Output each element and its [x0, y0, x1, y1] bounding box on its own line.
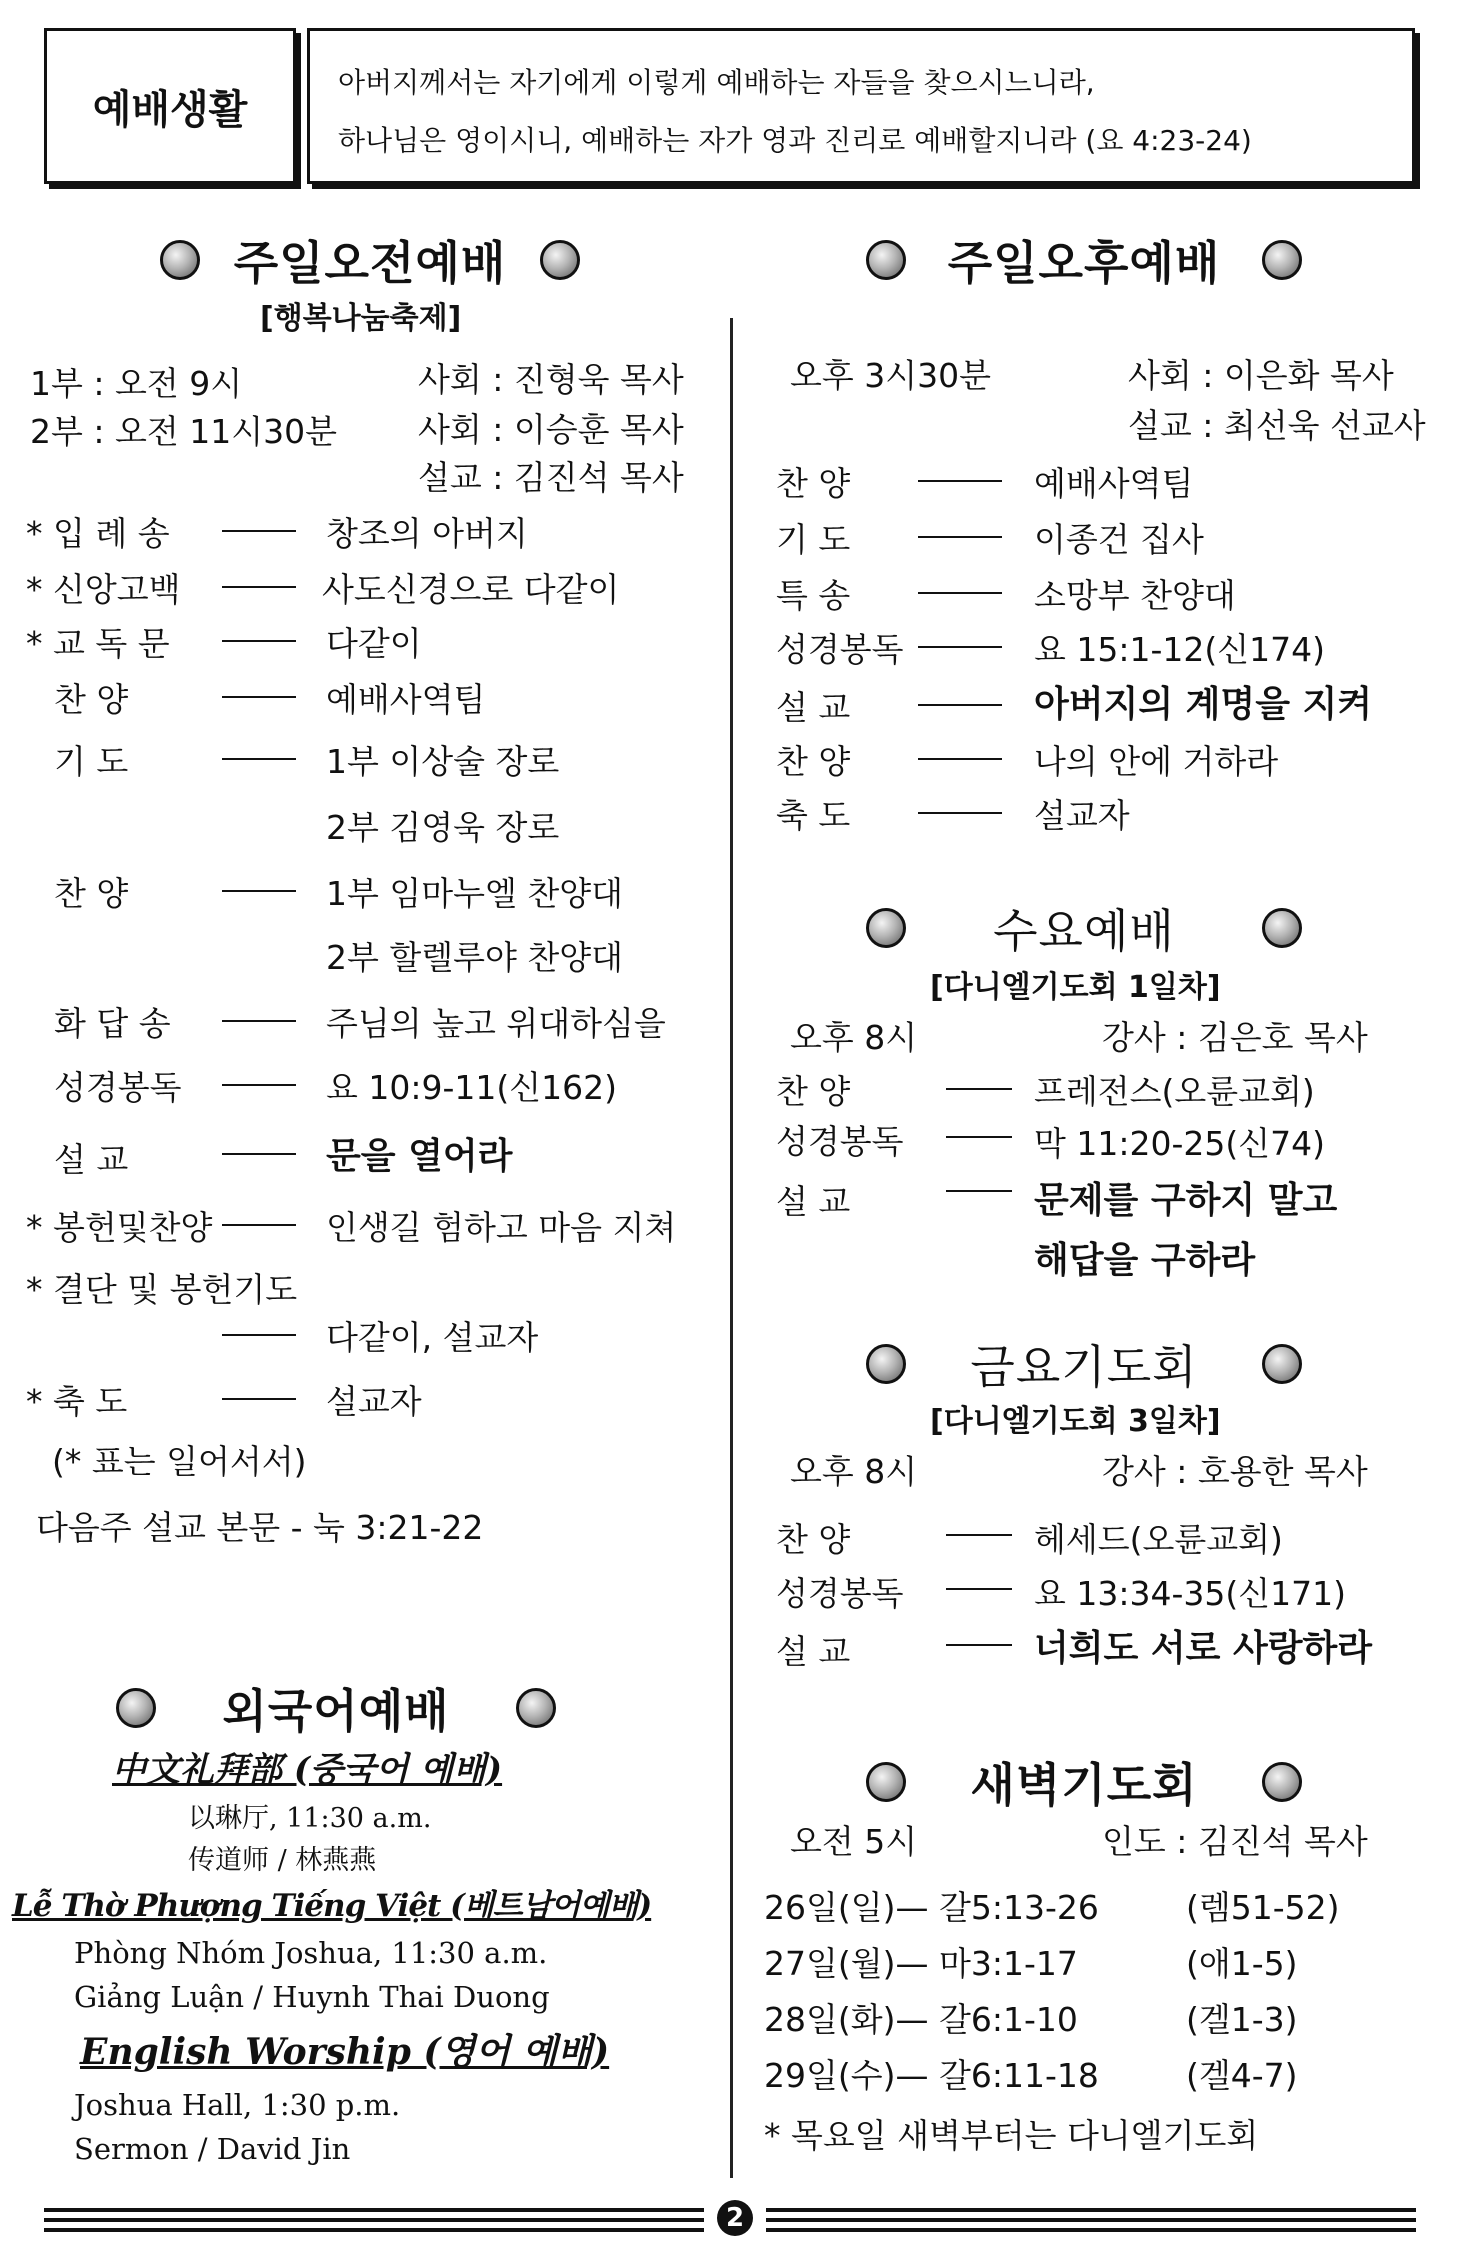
am-item-value: 요 10:9-11(신162) — [326, 1068, 617, 1107]
pm-item-value: 소망부 찬양대 — [1034, 576, 1236, 615]
chinese-line-2: 传道师 / 林燕燕 — [188, 1845, 377, 1876]
am-item-value: 인생길 험하고 마음 지쳐 — [326, 1208, 677, 1247]
dawn-leader: 인도 : 김진석 목사 — [1102, 1822, 1368, 1861]
chinese-line-1: 以琳厅, 11:30 a.m. — [188, 1803, 432, 1834]
dash-line — [918, 536, 1002, 538]
dash-line — [222, 1398, 296, 1400]
dash-line — [946, 1088, 1012, 1090]
verse-line-1: 아버지께서는 자기에게 이렇게 예배하는 자들을 찾으시느니라, — [338, 66, 1095, 99]
bullet-ball-icon — [540, 240, 580, 280]
am-item-value: 창조의 아버지 — [326, 514, 528, 553]
footer-rule-left — [44, 2208, 704, 2212]
am-item-label: * 축 도 — [26, 1382, 128, 1421]
column-divider — [730, 318, 733, 2178]
wed-sermon-title: 문제를 구하지 말고 — [1034, 1180, 1338, 1221]
pm-sermon-title: 아버지의 계명을 지켜 — [1034, 684, 1373, 725]
bullet-ball-icon — [1262, 1762, 1302, 1802]
fri-item-value: 요 13:34-35(신171) — [1034, 1574, 1346, 1613]
dawn-row-ref: (겔4-7) — [1186, 2056, 1298, 2095]
am-item-value: 다같이 — [326, 624, 422, 663]
sunday-am-title-row — [160, 230, 580, 290]
bullet-ball-icon — [866, 1762, 906, 1802]
bullet-ball-icon — [866, 240, 906, 280]
header-verse-box — [307, 28, 1415, 184]
pm-item-value: 예배사역팀 — [1034, 464, 1194, 503]
footer-rule-right — [766, 2228, 1416, 2232]
dawn-title-row — [866, 1752, 1302, 1812]
footer-rule-left — [44, 2218, 704, 2222]
fri-item-label: 설 교 — [776, 1632, 851, 1671]
dash-line — [918, 480, 1002, 482]
wed-item-label: 찬 양 — [776, 1072, 851, 1111]
am-item-label: 기 도 — [54, 742, 129, 781]
english-line-2: Sermon / David Jin — [74, 2132, 351, 2166]
dawn-row-day: 28일(화)— 갈6:1-10 — [764, 2000, 1078, 2039]
am-item-label: 찬 양 — [54, 680, 129, 719]
bullet-ball-icon — [516, 1688, 556, 1728]
sunday-am-title: 주일오전예배 — [233, 236, 507, 290]
dawn-time: 오전 5시 — [790, 1822, 918, 1861]
dash-line — [222, 1084, 296, 1086]
dawn-row-ref: (겔1-3) — [1186, 2000, 1298, 2039]
next-sermon: 다음주 설교 본문 - 눅 3:21-22 — [36, 1508, 484, 1547]
foreign-title-row — [116, 1678, 556, 1738]
dash-line — [946, 1588, 1012, 1590]
wednesday-title: 수요예배 — [993, 904, 1175, 958]
viet-line-1: Phòng Nhóm Joshua, 11:30 a.m. — [74, 1936, 548, 1970]
bullet-ball-icon — [1262, 1344, 1302, 1384]
part1-host: 사회 : 진형욱 목사 — [418, 360, 684, 399]
am-item-label: * 결단 및 봉헌기도 — [26, 1270, 298, 1309]
viet-line-2: Giảng Luận / Huynh Thai Duong — [74, 1980, 550, 2014]
dawn-row-day: 26일(일)— 갈5:13-26 — [764, 1888, 1099, 1927]
fri-sermon-title: 너희도 서로 사랑하라 — [1034, 1628, 1373, 1669]
english-worship-title: English Worship (영어 예배) — [80, 2031, 610, 2073]
am-item-label: * 교 독 문 — [26, 624, 170, 663]
am-item-label: * 입 례 송 — [26, 514, 170, 553]
am-item-label: 찬 양 — [54, 874, 129, 913]
pm-item-value: 설교자 — [1034, 796, 1130, 835]
dash-line — [918, 704, 1002, 706]
dawn-row-day: 29일(수)— 갈6:11-18 — [764, 2056, 1099, 2095]
am-item-label: * 봉헌및찬양 — [26, 1208, 213, 1247]
english-line-1: Joshua Hall, 1:30 p.m. — [74, 2088, 401, 2122]
footer-rule-right — [766, 2218, 1416, 2222]
footer-rule-right — [766, 2208, 1416, 2212]
am-preacher: 설교 : 김진석 목사 — [418, 458, 684, 497]
dash-line — [222, 890, 296, 892]
am-item-value: 예배사역팀 — [326, 680, 486, 719]
wed-item-value: 막 11:20-25(신74) — [1034, 1124, 1325, 1163]
fri-item-label: 성경봉독 — [776, 1574, 904, 1613]
wed-item-label: 설 교 — [776, 1182, 851, 1221]
dash-line — [918, 812, 1002, 814]
sunday-pm-title-row — [866, 230, 1302, 290]
am-sermon-title: 문을 열어라 — [326, 1136, 513, 1177]
friday-time: 오후 8시 — [790, 1452, 918, 1491]
dawn-row-ref: (애1-5) — [1186, 1944, 1298, 1983]
chinese-worship-title: 中文礼拜部 (중국어 예배) — [112, 1750, 503, 1790]
dawn-row-day: 27일(월)— 마3:1-17 — [764, 1944, 1078, 1983]
wednesday-time: 오후 8시 — [790, 1018, 918, 1057]
verse-line-2: 하나님은 영이시니, 예배하는 자가 영과 진리로 예배할지니라 (요 4:23-24) — [338, 124, 1252, 157]
dash-line — [222, 1020, 296, 1022]
dash-line — [222, 758, 296, 760]
pm-time: 오후 3시30분 — [790, 356, 991, 395]
page-number: 2 — [717, 2200, 753, 2236]
sunday-am-subtitle: [행복나눔축제] — [260, 301, 462, 336]
am-item-value: 주님의 높고 위대하심을 — [326, 1004, 666, 1043]
wed-sermon-title-2: 해답을 구하라 — [1034, 1240, 1256, 1281]
pm-preacher: 설교 : 최선욱 선교사 — [1128, 406, 1426, 445]
am-item-label: 화 답 송 — [54, 1004, 171, 1043]
am-item-value: 설교자 — [326, 1382, 422, 1421]
dash-line — [946, 1190, 1012, 1192]
pm-item-label: 특 송 — [776, 576, 851, 615]
fri-item-value: 헤세드(오륜교회) — [1034, 1520, 1283, 1559]
am-item-value: 사도신경으로 다같이 — [322, 570, 620, 609]
bullet-ball-icon — [160, 240, 200, 280]
dash-line — [946, 1644, 1012, 1646]
pm-item-label: 찬 양 — [776, 742, 851, 781]
pm-item-value: 이종건 집사 — [1034, 520, 1204, 559]
am-item-value: 다같이, 설교자 — [326, 1318, 539, 1357]
am-item-label: 성경봉독 — [54, 1068, 182, 1107]
part2-host: 사회 : 이승훈 목사 — [418, 410, 684, 449]
dash-line — [222, 586, 296, 588]
dash-line — [222, 640, 296, 642]
dash-line — [222, 1153, 296, 1155]
bullet-ball-icon — [1262, 240, 1302, 280]
dash-line — [918, 592, 1002, 594]
dash-line — [222, 1334, 296, 1336]
dash-line — [918, 758, 1002, 760]
foreign-title: 외국어예배 — [222, 1684, 450, 1738]
dawn-title: 새벽기도회 — [970, 1758, 1198, 1812]
am-item-value-2: 2부 김영욱 장로 — [326, 808, 560, 847]
am-item-value: 1부 임마누엘 찬양대 — [326, 874, 623, 913]
am-item-value-2: 2부 할렐루야 찬양대 — [326, 938, 623, 977]
header-label: 예배생활 — [92, 86, 248, 133]
pm-item-label: 설 교 — [776, 688, 851, 727]
pm-item-label: 찬 양 — [776, 464, 851, 503]
part2-time: 2부 : 오전 11시30분 — [30, 412, 337, 451]
sunday-pm-title: 주일오후예배 — [947, 236, 1221, 290]
bullet-ball-icon — [866, 908, 906, 948]
friday-speaker: 강사 : 호용한 목사 — [1102, 1452, 1368, 1491]
wednesday-title-row — [866, 898, 1302, 958]
standing-note: (* 표는 일어서서) — [52, 1442, 307, 1481]
footer-rule-left — [44, 2228, 704, 2232]
bullet-ball-icon — [866, 1344, 906, 1384]
dash-line — [222, 696, 296, 698]
am-item-label: * 신앙고백 — [26, 570, 181, 609]
wed-item-label: 성경봉독 — [776, 1122, 904, 1161]
am-item-label: 설 교 — [54, 1140, 129, 1179]
pm-item-label: 기 도 — [776, 520, 851, 559]
viet-worship-title: Lễ Thờ Phượng Tiếng Việt (베트남어예배) — [12, 1888, 652, 1924]
dash-line — [918, 646, 1002, 648]
friday-subtitle: [다니엘기도회 3일차] — [930, 1404, 1221, 1439]
bullet-ball-icon — [1262, 908, 1302, 948]
dash-line — [946, 1534, 1012, 1536]
dash-line — [222, 530, 296, 532]
part1-time: 1부 : 오전 9시 — [30, 364, 243, 403]
pm-item-label: 성경봉독 — [776, 630, 904, 669]
dash-line — [222, 1224, 296, 1226]
pm-item-value: 요 15:1-12(신174) — [1034, 630, 1325, 669]
dash-line — [946, 1136, 1012, 1138]
pm-item-label: 축 도 — [776, 796, 851, 835]
pm-host: 사회 : 이은화 목사 — [1128, 356, 1394, 395]
friday-title: 금요기도회 — [970, 1340, 1198, 1394]
bullet-ball-icon — [116, 1688, 156, 1728]
am-item-value: 1부 이상술 장로 — [326, 742, 560, 781]
wed-item-value: 프레전스(오륜교회) — [1034, 1072, 1315, 1111]
header-label-box — [44, 28, 296, 184]
pm-item-value: 나의 안에 거하라 — [1034, 742, 1279, 781]
friday-title-row — [866, 1334, 1302, 1394]
dawn-note: * 목요일 새벽부터는 다니엘기도회 — [764, 2116, 1259, 2155]
wednesday-speaker: 강사 : 김은호 목사 — [1102, 1018, 1368, 1057]
wednesday-subtitle: [다니엘기도회 1일차] — [930, 970, 1221, 1005]
fri-item-label: 찬 양 — [776, 1520, 851, 1559]
dawn-row-ref: (렘51-52) — [1186, 1888, 1340, 1927]
